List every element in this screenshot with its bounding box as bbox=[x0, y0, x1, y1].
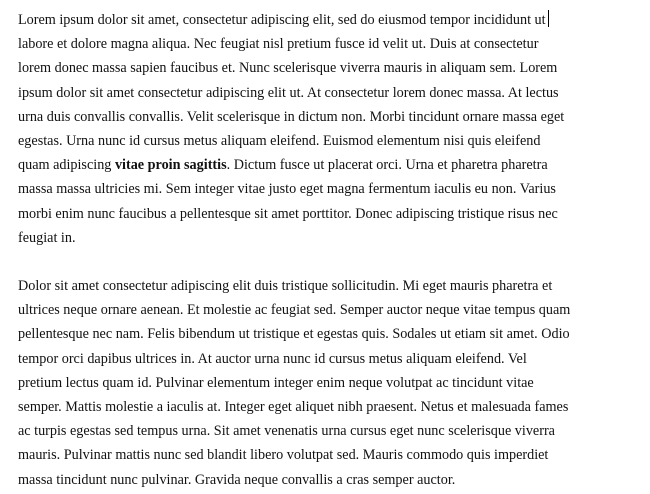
text-line[interactable]: massa massa ultricies mi. Sem integer vitae justo eget magna fermentum iaculis eu non. Varius bbox=[18, 181, 556, 198]
text-line[interactable]: egestas. Urna nunc id cursus metus aliquam eleifend. Euismod elementum nisi quis eleifend bbox=[18, 132, 541, 149]
text-line[interactable]: morbi enim nunc faucibus a pellentesque sit amet porttitor. Donec adipiscing tristique risus nec bbox=[18, 205, 558, 222]
text-line[interactable]: pellentesque nec nam. Felis bibendum ut tristique et egestas quis. Sodales ut etiam sit amet. Odio bbox=[18, 326, 570, 343]
text-line[interactable]: labore et dolore magna aliqua. Nec feugiat nisl pretium fusce id velit ut. Duis at consectetur bbox=[18, 36, 539, 53]
text-line[interactable] bbox=[18, 153, 640, 177]
text-line[interactable]: ac turpis egestas sed tempus urna. Sit amet venenatis urna cursus eget nunc scelerisque viverra bbox=[18, 423, 555, 440]
text-cursor bbox=[548, 10, 549, 27]
text-line[interactable]: Dolor sit amet consectetur adipiscing elit duis tristique sollicitudin. Mi eget mauris pharetra et bbox=[18, 278, 553, 295]
line-text-after: . Dictum fusce ut placerat orci. Urna et pharetra pharetra bbox=[226, 157, 548, 174]
text-line[interactable]: lorem donec massa sapien faucibus et. Nunc scelerisque viverra mauris in aliquam sem. Lorem bbox=[18, 60, 558, 77]
text-line[interactable]: tempor orci dapibus ultrices in. At auctor urna nunc id cursus metus aliquam eleifend. Vel bbox=[18, 350, 527, 367]
text-line[interactable]: mauris. Pulvinar mattis nunc sed blandit libero volutpat sed. Mauris commodo quis imperdiet bbox=[18, 447, 549, 464]
bold-phrase: vitae proin sagittis bbox=[114, 157, 227, 174]
text-line[interactable]: ultrices neque ornare aenean. Et molestie ac feugiat sed. Semper auctor neque vitae tempus quam bbox=[18, 302, 571, 319]
text-line[interactable] bbox=[18, 8, 640, 32]
text-line[interactable]: urna duis convallis convallis. Velit scelerisque in dictum non. Morbi tincidunt ornare massa eget bbox=[18, 108, 565, 125]
line-text: Lorem ipsum dolor sit amet, consectetur adipiscing elit, sed do eiusmod tempor incididunt ut bbox=[18, 12, 546, 28]
paragraph-1[interactable] bbox=[18, 8, 640, 250]
document-body[interactable] bbox=[18, 8, 640, 492]
line-text-before: quam adipiscing bbox=[18, 157, 115, 174]
text-line[interactable]: semper. Mattis molestie a iaculis at. Integer eget aliquet nibh praesent. Netus et malesuada fames bbox=[18, 399, 569, 415]
text-line[interactable]: pretium lectus quam id. Pulvinar elementum integer enim neque volutpat ac tincidunt vitae bbox=[18, 374, 534, 391]
text-line[interactable]: massa tincidunt nunc pulvinar. Gravida neque convallis a cras semper auctor. bbox=[18, 471, 456, 488]
text-line[interactable]: feugiat in. bbox=[18, 229, 76, 246]
text-line[interactable]: ipsum dolor sit amet consectetur adipiscing elit ut. At consectetur lorem donec massa. At lectus bbox=[18, 84, 559, 101]
paragraph-2[interactable] bbox=[18, 274, 640, 492]
